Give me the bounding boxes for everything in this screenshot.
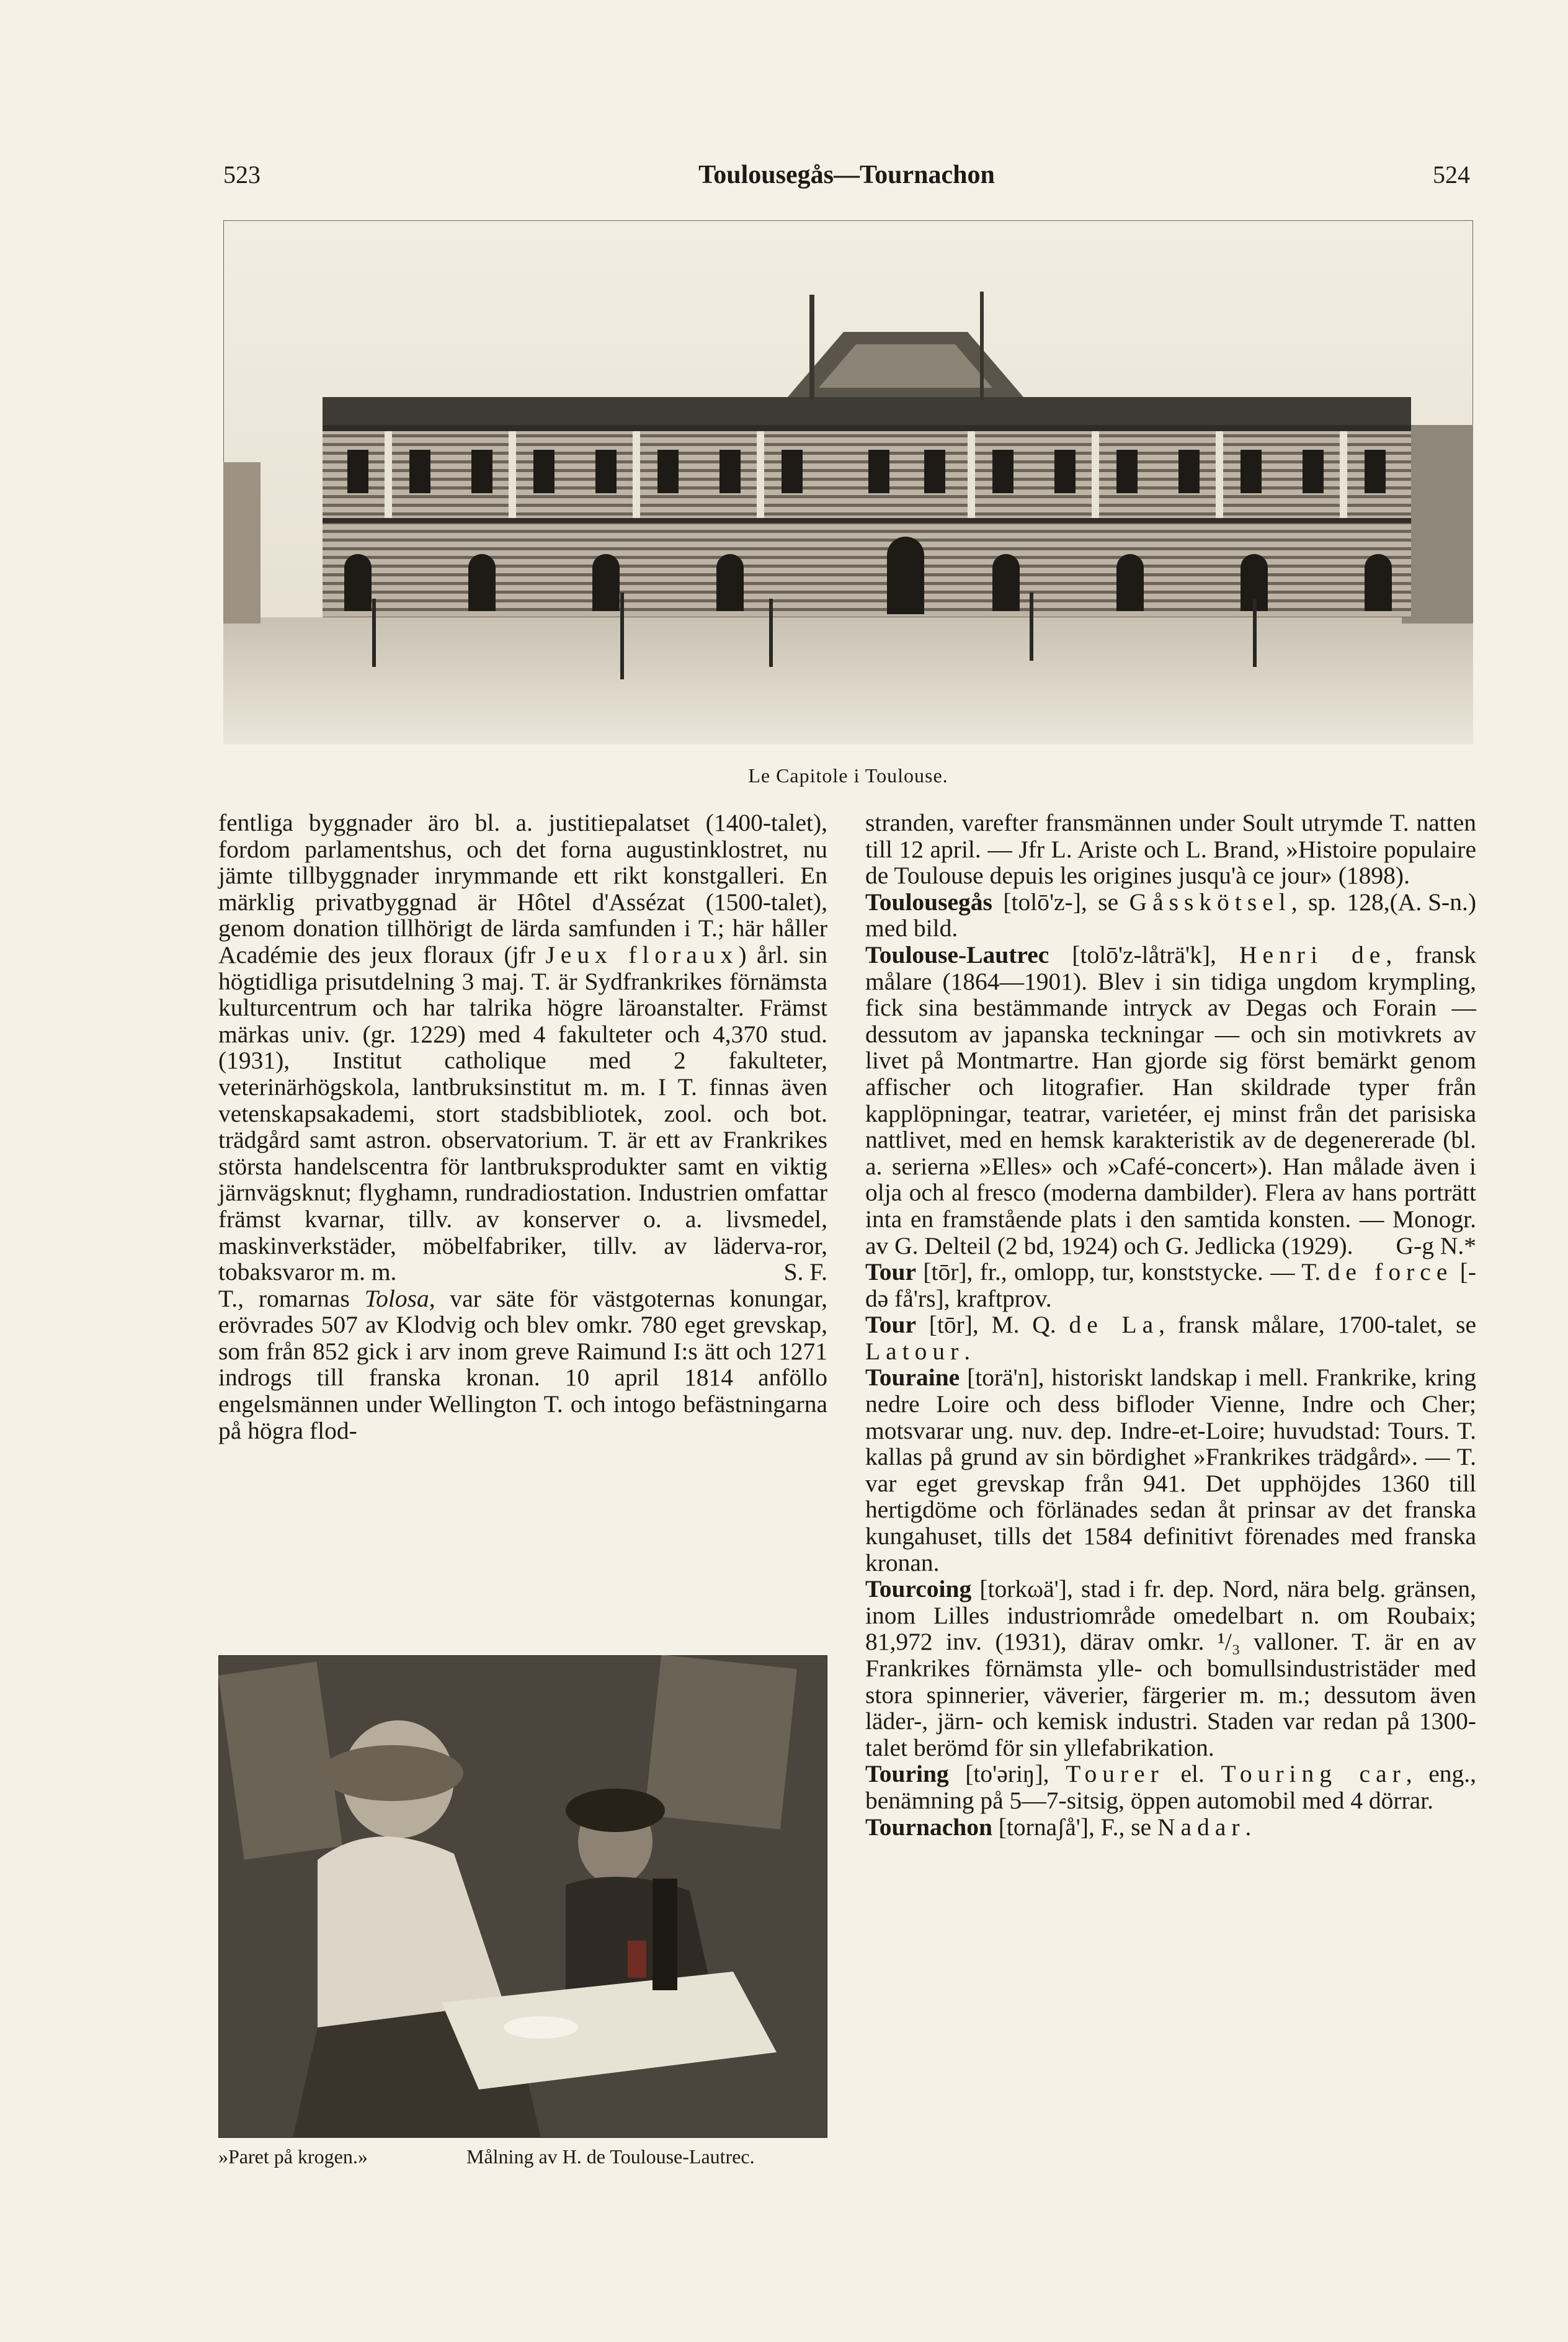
cross-reference: Gåsskötsel bbox=[1129, 888, 1291, 916]
left-column bbox=[218, 810, 827, 1444]
entry-toulouse-lautrec: Toulouse-Lautrec [tolō'z-låträ'k], Henri de, fransk målare (1864—1901). Blev i sin tidiga ungdom krympling, fick sina bestämmande intryck av Degas och Forain — dessutom av japanska teckningar — och sin motivkrets av livet på Montmartre. Han gjorde sig först bemärkt genom affischer och litografier. Han skildrade typer från kapplöpningar, teatrar, varietéer, ej minst från det parisiska nattlivet, med en hemsk karakteristik av de degenererade (bl. a. serierna »Elles» och »Café-concert»). Han målade även i olja och al fresco (moderna dambilder). Flera av hans porträtt inta en framstående plats i den samtida konsten. — Monogr. av G. Delteil (2 bd, 1924) och G. Jedlicka (1929). G-g N.* bbox=[865, 941, 1477, 1259]
capitole-photo bbox=[223, 220, 1473, 744]
cross-reference: de force bbox=[1327, 1258, 1453, 1286]
author-signature: G-g N.* bbox=[1396, 1231, 1476, 1259]
entry-tournachon: Tournachon [tornaʃå'], F., se Nadar. bbox=[865, 1813, 1252, 1841]
painting-title: »Paret på krogen.» bbox=[218, 2145, 368, 2168]
cross-reference: Latour bbox=[865, 1337, 964, 1365]
painting-photo bbox=[218, 1655, 827, 2138]
entry-headword: Tour bbox=[865, 1258, 916, 1286]
capitole-illustration bbox=[223, 220, 1473, 744]
cross-reference: Nadar bbox=[1157, 1813, 1245, 1841]
painting-credit: Målning av H. de Toulouse-Lautrec. bbox=[466, 2145, 755, 2168]
right-paragraph-0: stranden, varefter fransmännen under Soult utrymde T. natten till 12 april. — Jfr L. Ariste och L. Brand, »Histoire populaire de Toulouse depuis les origines jusqu'à ce jour» (1898). (A. S-n.) bbox=[865, 809, 1476, 916]
cross-reference: Tourer bbox=[1066, 1760, 1164, 1788]
entry-headword: Touraine bbox=[865, 1364, 960, 1392]
cross-reference: Jeux floraux bbox=[545, 941, 739, 968]
running-head bbox=[223, 160, 1470, 203]
entry-tourcoing: Tourcoing [torkωä'], stad i fr. dep. Nord, nära belg. gränsen, inom Lilles industriområde omedelbart n. om Roubaix; 81,972 inv. (1931), därav omkr. ¹/₃ valloner. T. är en av Frankrikes förnämsta ylle- och bomullsindustristäder med stora spinnerier, väverier, färgerier m. m.; dessutom även läder-, järn- och kemisk industri. Staden var redan på 1300-talet berömd för sin yllefabrikation. bbox=[865, 1575, 1477, 1761]
entry-tour-1: Tour [tōr], fr., omlopp, tur, konststycke. — T. de force [-də få'rs], kraftprov. bbox=[865, 1258, 1477, 1312]
right-column bbox=[865, 810, 1476, 1840]
entry-headword: Tournachon bbox=[865, 1813, 992, 1841]
entry-toulousegas: Toulousegås [tolō'z-], se Gåsskötsel, sp. 128, med bild. bbox=[865, 888, 1390, 942]
left-paragraph-1: fentliga byggnader äro bl. a. justitiepalatset (1400-talet), fordom parlamentshus, och det forna augustinklostret, nu jämte tillbyggnader inrymmande ett rikt konstgalleri. En märklig privatbyggnad är Hôtel d'Assézat (1500-talet), genom donation tillhörigt de lärda samfunden i T.; här håller Académie des jeux floraux (jfr Jeux floraux) årl. sin högtidliga prisutdelning 3 maj. T. är Sydfrankrikes förnämsta kulturcentrum och har talrika högre läroanstalter. Främst märkas univ. (gr. 1229) med 4 fakulteter och 4,370 stud. (1931), Institut catholique med 2 fakulteter, veterinärhögskola, lantbruksinstitut m. m. I T. finnas även vetenskapsakademi, stort stadsbibliotek, zool. och bot. trädgård samt astron. observatorium. T. är ett av Frankrikes största handelscentra för lantbruksprodukter samt en viktig järnvägsknut; flyghamn, rundradiostation. Industrien omfattar främst kvarnar, tillv. av konserver o. a. livsmedel, maskinverkstäder, möbelfabriker, tillv. av läderva-ror, tobaksvaror m. m. S. F. bbox=[218, 809, 827, 1286]
page-number-left: 523 bbox=[223, 161, 261, 189]
entry-headword: Tourcoing bbox=[865, 1575, 972, 1603]
entry-touraine: Touraine [torä'n], historiskt landskap i mell. Frankrike, kring nedre Loire och dess bifloder Vienne, Indre och Cher; motsvarar ung. nuv. dep. Indre-et-Loire; huvudstad: Tours. T. kallas på grund av sin bördighet »Frankrikes trädgård». — T. var eget grevskap från 941. Det upphöjdes 1360 till hertigdöme och förlänades sedan åt prinsar av det franska kungahuset, tills det 1584 definitivt förenades med franska kronan. bbox=[865, 1364, 1476, 1576]
cross-reference: Henri de bbox=[1239, 941, 1386, 968]
painting-illustration bbox=[218, 1655, 827, 2138]
left-paragraph-2: T., romarnas Tolosa, var säte för västgoternas konungar, erövrades 507 av Klodvig och blev omkr. 780 eget grevskap, som från 852 gick i arv inom greve Raimund I:s ätt och 1271 indrogs till franska kronan. 10 april 1814 anföllo engelsmännen under Wellington T. och intogo befästningarna på högra flod- bbox=[218, 1284, 828, 1444]
cross-reference: Touring car bbox=[1221, 1760, 1406, 1788]
entry-tour-2: Tour [tōr], M. Q. de La, fransk målare, 1700-talet, se Latour. bbox=[865, 1311, 1476, 1365]
entry-headword: Toulousegås bbox=[865, 888, 992, 916]
entry-headword: Touring bbox=[865, 1760, 949, 1788]
entry-headword: Tour bbox=[865, 1311, 916, 1339]
entry-touring: Touring [to'əriŋ], Tourer el. Touring car, eng., benämning på 5—7-sitsig, öppen automobil med 4 dörrar. bbox=[865, 1760, 1477, 1814]
running-title: Toulousegås—Tournachon bbox=[698, 161, 995, 189]
capitole-caption: Le Capitole i Toulouse. bbox=[748, 764, 948, 787]
entry-headword: Toulouse-Lautrec bbox=[865, 941, 1049, 968]
page-number-right: 524 bbox=[1433, 161, 1470, 189]
author-signature: S. F. bbox=[783, 1258, 827, 1286]
cross-reference: de La bbox=[1069, 1311, 1159, 1339]
painting-caption bbox=[218, 2145, 827, 2168]
author-signature: (A. S-n.) bbox=[1389, 888, 1476, 916]
